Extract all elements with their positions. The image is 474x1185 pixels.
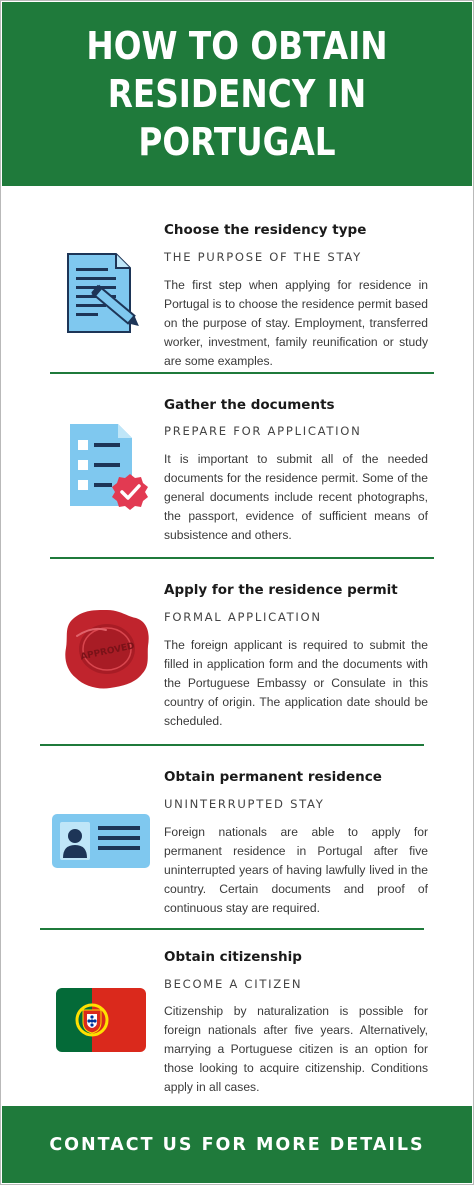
contact-label[interactable]: CONTACT US FOR MORE DETAILS (49, 1134, 425, 1155)
step-body: The first step when applying for residence in Portugal is to choose the residence permit based on the purpose of stay. Employment, transferred worker, investment, family reunification or study are some examples. (164, 278, 428, 368)
step-title: Obtain permanent residence (164, 769, 382, 785)
step-subtitle: BECOME A CITIZEN (164, 977, 303, 991)
step-body: It is important to submit all of the needed documents for the residence permit. Some of the general documents include recent photographs, the passport, evidence of sufficient means of subsistence and others. (164, 452, 428, 542)
step-body: Foreign nationals are able to apply for permanent residence in Portugal after five uninterrupted years of having lawfully lived in the country. Certain documents and proof of continuous stay are required. (164, 825, 428, 915)
title-line-2: RESIDENCY IN PORTUGAL (107, 72, 367, 164)
step-title: Gather the documents (164, 397, 335, 413)
step-title: Obtain citizenship (164, 949, 302, 965)
section-divider (40, 928, 424, 930)
step-body: Citizenship by naturalization is possible for foreign nationals after five years. Alternatively, marrying a Portuguese citizen is an option for those looking to acquire citizenship. Conditions apply in all cases. (164, 1004, 428, 1094)
step-title: Choose the residency type (164, 222, 367, 238)
wax-seal-icon (62, 608, 152, 690)
title-line-1: HOW TO OBTAIN (86, 24, 388, 68)
section-divider (40, 744, 424, 746)
step-title: Apply for the residence permit (164, 582, 398, 598)
step-subtitle: UNINTERRUPTED STAY (164, 797, 325, 811)
id-card-icon (52, 814, 150, 868)
contact-banner[interactable] (2, 1106, 472, 1183)
step-subtitle: FORMAL APPLICATION (164, 610, 322, 624)
step-subtitle: THE PURPOSE OF THE STAY (164, 250, 362, 264)
page-title (35, 22, 439, 166)
document-pencil-icon (60, 248, 140, 338)
header-banner (2, 2, 472, 186)
section-divider (50, 557, 434, 559)
step-body: The foreign applicant is required to submit the filled in application form and the documents with the Portuguese Embassy or Consulate in this country of origin. The application date should be scheduled. (164, 638, 428, 728)
checklist-document-icon (66, 420, 156, 515)
portugal-flag-icon (56, 988, 146, 1052)
step-subtitle: PREPARE FOR APPLICATION (164, 424, 362, 438)
seal-text: APPROVED (79, 641, 136, 663)
section-divider (50, 372, 434, 374)
